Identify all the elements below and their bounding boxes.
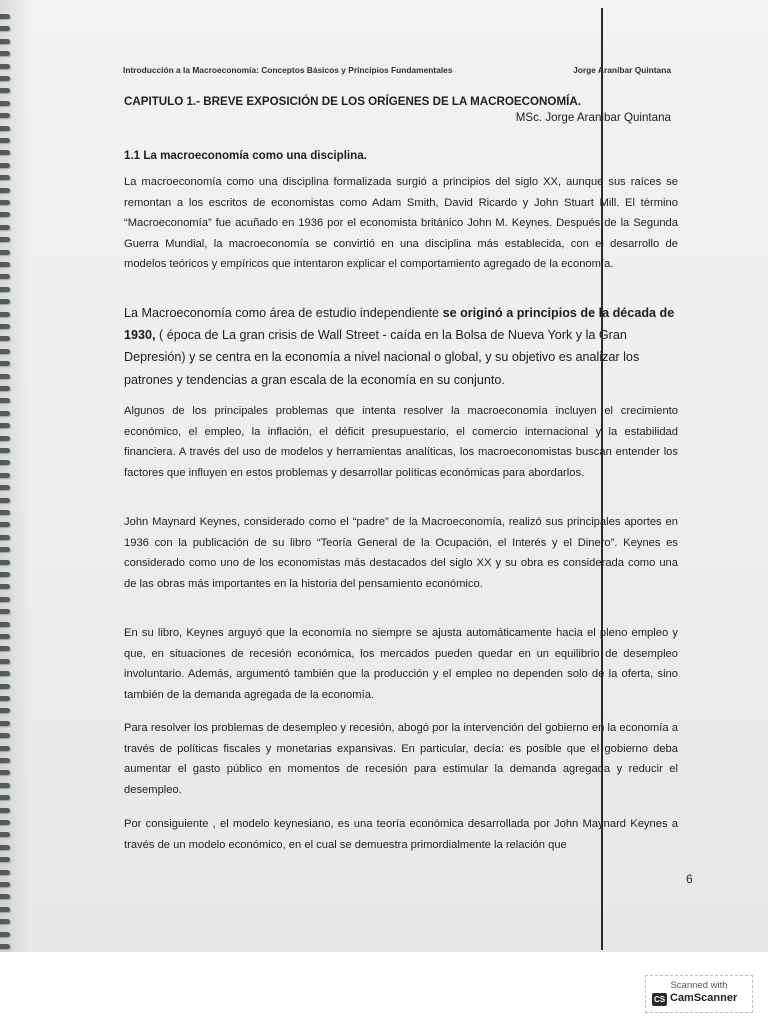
paragraph-5: En su libro, Keynes arguyó que la economía no siempre se ajusta automáticamente hacia el pleno empleo y que, en situaciones de recesión económica, los mercados pueden quedar en un equilibrio de desempleo involuntario. Además, argumentó también que la producción y el empleo no dependen solo de la oferta, sino también de la demanda agregada de la economía. <box>124 627 678 701</box>
spiral-ring <box>0 560 10 565</box>
spiral-ring <box>0 200 10 205</box>
paragraph-2-bold: se originó a principios de la década de 1930, <box>124 306 675 343</box>
spiral-ring <box>0 547 10 552</box>
spiral-ring <box>0 188 10 193</box>
paragraph-4: John Maynard Keynes, considerado como el “padre” de la Macroeconomía, realizó sus principales aportes en 1936 con la publicación de su libro “Teoría General de la Ocupación, el Interés y el Dinero”. Keynes es considerado como uno de los economistas más destacados del siglo XX y su obra es considerada como una de las obras más importantes en la historia del pensamiento económico. <box>124 516 678 590</box>
spiral-ring <box>0 88 10 93</box>
spiral-ring <box>0 733 10 738</box>
spiral-ring <box>0 26 10 31</box>
chapter-title: CAPITULO 1.- BREVE EXPOSICIÓN DE LOS ORÍGENES DE LA MACROECONOMÍA. <box>124 95 581 108</box>
spiral-ring <box>0 14 10 19</box>
spiral-ring <box>0 138 10 143</box>
spiral-ring <box>0 808 10 813</box>
spiral-ring <box>0 460 10 465</box>
spiral-ring <box>0 398 10 403</box>
spiral-ring <box>0 287 10 292</box>
spiral-ring <box>0 522 10 527</box>
spiral-ring <box>0 882 10 887</box>
paragraph-3: Algunos de los principales problemas que intenta resolver la macroeconomía incluyen el crecimiento económico, el empleo, la inflación, el déficit presupuestario, el comercio internacional y la estabilidad financiera. A través del uso de modelos y herramientas analíticas, los macroeconomistas buscan entender los factores que influyen en estos problemas y desarrollar políticas económicas para abordarlos. <box>124 405 678 479</box>
spiral-ring <box>0 684 10 689</box>
spiral-ring <box>0 572 10 577</box>
header-title: Introducción a la Macroeconomía: Conceptos Básicos y Principios Fundamentales <box>123 65 453 75</box>
header-author: Jorge Araníbar Quintana <box>573 65 671 75</box>
spiral-ring <box>0 361 10 366</box>
spiral-ring <box>0 845 10 850</box>
spiral-binding <box>0 14 14 950</box>
running-header <box>123 65 671 75</box>
spiral-ring <box>0 448 10 453</box>
camscanner-watermark <box>645 975 753 1013</box>
spiral-ring <box>0 696 10 701</box>
spiral-ring <box>0 907 10 912</box>
spiral-ring <box>0 510 10 515</box>
spiral-ring <box>0 76 10 81</box>
spiral-ring <box>0 795 10 800</box>
spiral-ring <box>0 783 10 788</box>
spiral-ring <box>0 237 10 242</box>
spiral-ring <box>0 671 10 676</box>
spiral-ring <box>0 212 10 217</box>
spiral-ring <box>0 39 10 44</box>
paragraph-2-start: La Macroeconomía como área de estudio independiente <box>124 306 443 320</box>
spiral-ring <box>0 932 10 937</box>
spiral-ring <box>0 746 10 751</box>
paragraph-7: Por consiguiente , el modelo keynesiano, es una teoría económica desarrollada por John Maynard Keynes a través de un modelo económico, en el cual se demuestra primordialmente la relación que <box>124 818 678 851</box>
spiral-ring <box>0 175 10 180</box>
spiral-ring <box>0 312 10 317</box>
spiral-ring <box>0 622 10 627</box>
spiral-ring <box>0 820 10 825</box>
spiral-ring <box>0 708 10 713</box>
spiral-ring <box>0 944 10 949</box>
spiral-ring <box>0 659 10 664</box>
spiral-ring <box>0 894 10 899</box>
spiral-ring <box>0 634 10 639</box>
spiral-ring <box>0 299 10 304</box>
spiral-ring <box>0 374 10 379</box>
spiral-ring <box>0 498 10 503</box>
camscanner-logo-icon: CS <box>653 995 666 1004</box>
paragraph-2 <box>124 302 678 391</box>
spiral-ring <box>0 870 10 875</box>
spiral-ring <box>0 832 10 837</box>
spiral-ring <box>0 646 10 651</box>
spiral-ring <box>0 535 10 540</box>
paragraph-6: Para resolver los problemas de desempleo y recesión, abogó por la intervención del gobierno en la economía a través de políticas fiscales y monetarias expansivas. En particular, decía: es posible que el gobierno deba aumentar el gasto público en momentos de recesión para estimular la demanda agregada y reducir el desempleo. <box>124 722 678 796</box>
watermark-brand: CamScanner <box>670 992 738 1004</box>
spiral-ring <box>0 721 10 726</box>
spiral-ring <box>0 113 10 118</box>
paragraph-1: La macroeconomía como una disciplina formalizada surgió a principios del siglo XX, aunque sus raíces se remontan a los escritos de economistas como Adam Smith, David Ricardo y John Stuart Mill. El término “Macroeconomía” fue acuñado en 1936 por el economista británico John M. Keynes. Después de la Segunda Guerra Mundial, la macroeconomía se convirtió en una disciplina más establecida, con el desarrollo de modelos teóricos y empíricos que intentaron explicar el comportamiento agregado de la economía. <box>124 176 678 271</box>
spiral-ring <box>0 64 10 69</box>
spiral-ring <box>0 336 10 341</box>
spiral-ring <box>0 324 10 329</box>
spiral-ring <box>0 163 10 168</box>
spiral-ring <box>0 274 10 279</box>
spiral-ring <box>0 101 10 106</box>
spiral-ring <box>0 857 10 862</box>
section-title: 1.1 La macroeconomía como una disciplina. <box>124 149 367 162</box>
spiral-ring <box>0 262 10 267</box>
spiral-ring <box>0 485 10 490</box>
spiral-ring <box>0 51 10 56</box>
spiral-ring <box>0 770 10 775</box>
spiral-ring <box>0 597 10 602</box>
spiral-ring <box>0 473 10 478</box>
spiral-ring <box>0 349 10 354</box>
page-number: 6 <box>686 872 693 886</box>
spiral-ring <box>0 919 10 924</box>
spiral-ring <box>0 411 10 416</box>
spiral-ring <box>0 250 10 255</box>
watermark-caption: Scanned with <box>670 980 728 991</box>
paragraph-2-end: ( época de La gran crisis de Wall Street - caída en la Bolsa de Nueva York y la Gran Depresión) y se centra en la economía a nivel nacional o global, y su objetivo es analizar los patrones y tendencias a gran escala de la economía en su conjunto. <box>124 328 640 387</box>
spiral-ring <box>0 758 10 763</box>
spiral-ring <box>0 126 10 131</box>
spiral-ring <box>0 609 10 614</box>
spiral-ring <box>0 386 10 391</box>
spiral-ring <box>0 423 10 428</box>
author-line: MSc. Jorge Aranibar Quintana <box>515 111 671 124</box>
spiral-ring <box>0 584 10 589</box>
spiral-ring <box>0 436 10 441</box>
spiral-ring <box>0 150 10 155</box>
spiral-ring <box>0 225 10 230</box>
